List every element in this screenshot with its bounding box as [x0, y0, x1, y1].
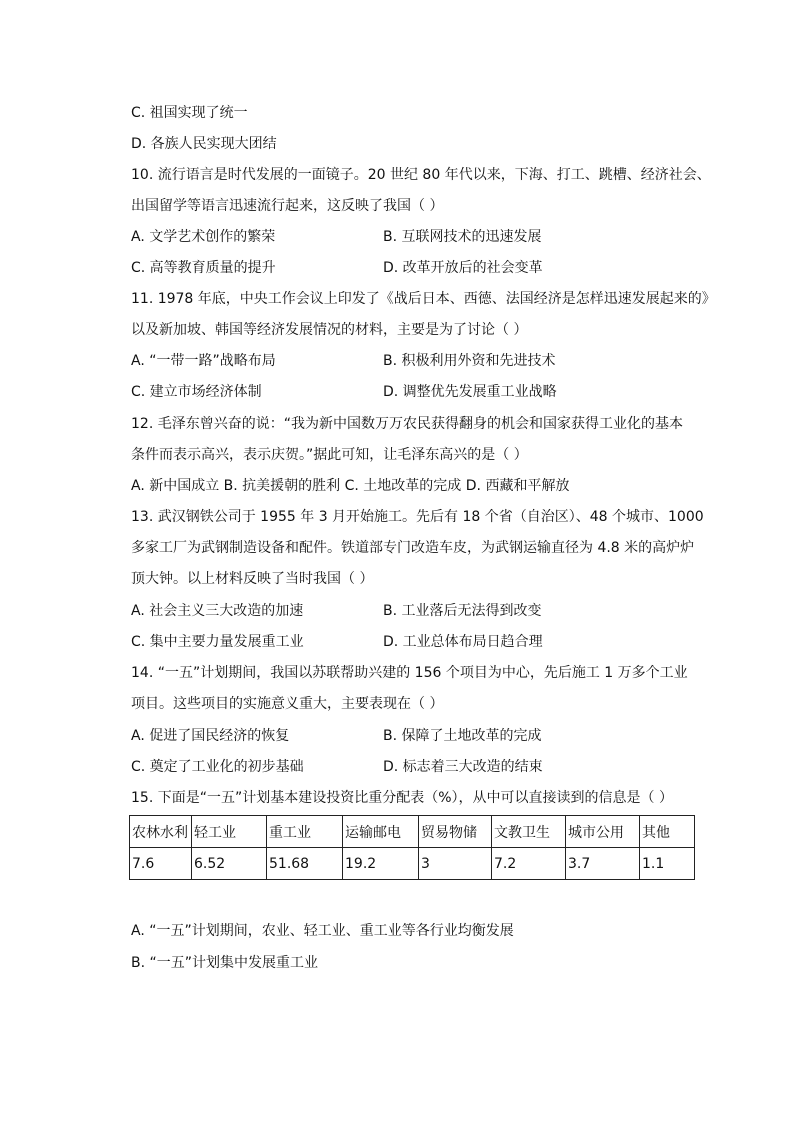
q13-stem-line1: 13. 武汉钢铁公司于 1955 年 3 月开始施工。先后有 18 个省（自治区）、48 个城市、1000 — [131, 509, 704, 525]
table-cell: 1.1 — [640, 848, 695, 880]
q14-option-b: B. 保障了土地改革的完成 — [383, 728, 542, 744]
q14-stem-line2: 项目。这些项目的实施意义重大，主要表现在（ ） — [131, 696, 444, 712]
table-cell: 3.7 — [566, 848, 640, 880]
table-header-cell: 重工业 — [267, 816, 343, 848]
q14-stem-line1: 14. “一五”计划期间，我国以苏联帮助兴建的 156 个项目为中心，先后施工 1 万多个工业 — [131, 665, 688, 681]
q10-stem-line2: 出国留学等语言迅速流行起来，这反映了我国（ ） — [131, 198, 444, 214]
table-header-cell: 其他 — [640, 816, 695, 848]
table-header-row — [130, 816, 695, 848]
table-cell: 6.52 — [192, 848, 267, 880]
table-header-cell: 运输邮电 — [343, 816, 419, 848]
q12-stem-line2: 条件而表示高兴，表示庆贺。”据此可知，让毛泽东高兴的是（ ） — [131, 447, 528, 463]
q11-stem-line1: 11. 1978 年底，中央工作会议上印发了《战后日本、西德、法国经济是怎样迅速发展起来的》 — [131, 291, 716, 307]
q10-option-a: A. 文学艺术创作的繁荣 — [131, 229, 276, 245]
table-cell: 7.6 — [130, 848, 192, 880]
q12-options: A. 新中国成立 B. 抗美援朝的胜利 C. 土地改革的完成 D. 西藏和平解放 — [131, 478, 570, 494]
q9-option-d: D. 各族人民实现大团结 — [131, 136, 277, 152]
table-cell: 3 — [419, 848, 492, 880]
table-row — [130, 848, 695, 880]
table-cell: 7.2 — [492, 848, 566, 880]
q13-option-d: D. 工业总体布局日趋合理 — [383, 634, 543, 650]
q11-option-c: C. 建立市场经济体制 — [131, 384, 262, 400]
q14-option-a: A. 促进了国民经济的恢复 — [131, 728, 290, 744]
q11-option-b: B. 积极利用外资和先进技术 — [383, 353, 556, 369]
q11-option-a: A. “一带一路”战略布局 — [131, 353, 276, 369]
table-cell: 51.68 — [267, 848, 343, 880]
q11-option-d: D. 调整优先发展重工业战略 — [383, 384, 557, 400]
q15-option-a: A. “一五”计划期间，农业、轻工业、重工业等各行业均衡发展 — [131, 923, 514, 939]
q12-stem-line1: 12. 毛泽东曾兴奋的说：“我为新中国数万万农民获得翻身的机会和国家获得工业化的基本 — [131, 416, 683, 432]
q15-option-b: B. “一五”计划集中发展重工业 — [131, 955, 319, 971]
q13-stem-line3: 顶大钟。以上材料反映了当时我国（ ） — [131, 571, 374, 587]
q11-stem-line2: 以及新加坡、韩国等经济发展情况的材料，主要是为了讨论（ ） — [131, 322, 528, 338]
q10-option-d: D. 改革开放后的社会变革 — [383, 260, 543, 276]
investment-allocation-table — [129, 815, 695, 880]
table-header-cell: 农林水利 — [130, 816, 192, 848]
q13-option-b: B. 工业落后无法得到改变 — [383, 603, 542, 619]
q9-option-c: C. 祖国实现了统一 — [131, 105, 248, 121]
table-header-cell: 文教卫生 — [492, 816, 566, 848]
q13-option-a: A. 社会主义三大改造的加速 — [131, 603, 304, 619]
q14-option-d: D. 标志着三大改造的结束 — [383, 759, 543, 775]
q13-stem-line2: 多家工厂为武钢制造设备和配件。铁道部专门改造车皮，为武钢运输直径为 4.8 米的高炉炉 — [131, 540, 695, 556]
q14-option-c: C. 奠定了工业化的初步基础 — [131, 759, 304, 775]
table-cell: 19.2 — [343, 848, 419, 880]
q10-option-b: B. 互联网技术的迅速发展 — [383, 229, 542, 245]
table-header-cell: 贸易物储 — [419, 816, 492, 848]
q10-stem-line1: 10. 流行语言是时代发展的一面镜子。20 世纪 80 年代以来，下海、打工、跳槽、经济社会、 — [131, 167, 711, 183]
table-header-cell: 轻工业 — [192, 816, 267, 848]
table-header-cell: 城市公用 — [566, 816, 640, 848]
q13-option-c: C. 集中主要力量发展重工业 — [131, 634, 304, 650]
q10-option-c: C. 高等教育质量的提升 — [131, 260, 276, 276]
q15-stem-line1: 15. 下面是“一五”计划基本建设投资比重分配表（%），从中可以直接读到的信息是（ ） — [131, 790, 673, 806]
